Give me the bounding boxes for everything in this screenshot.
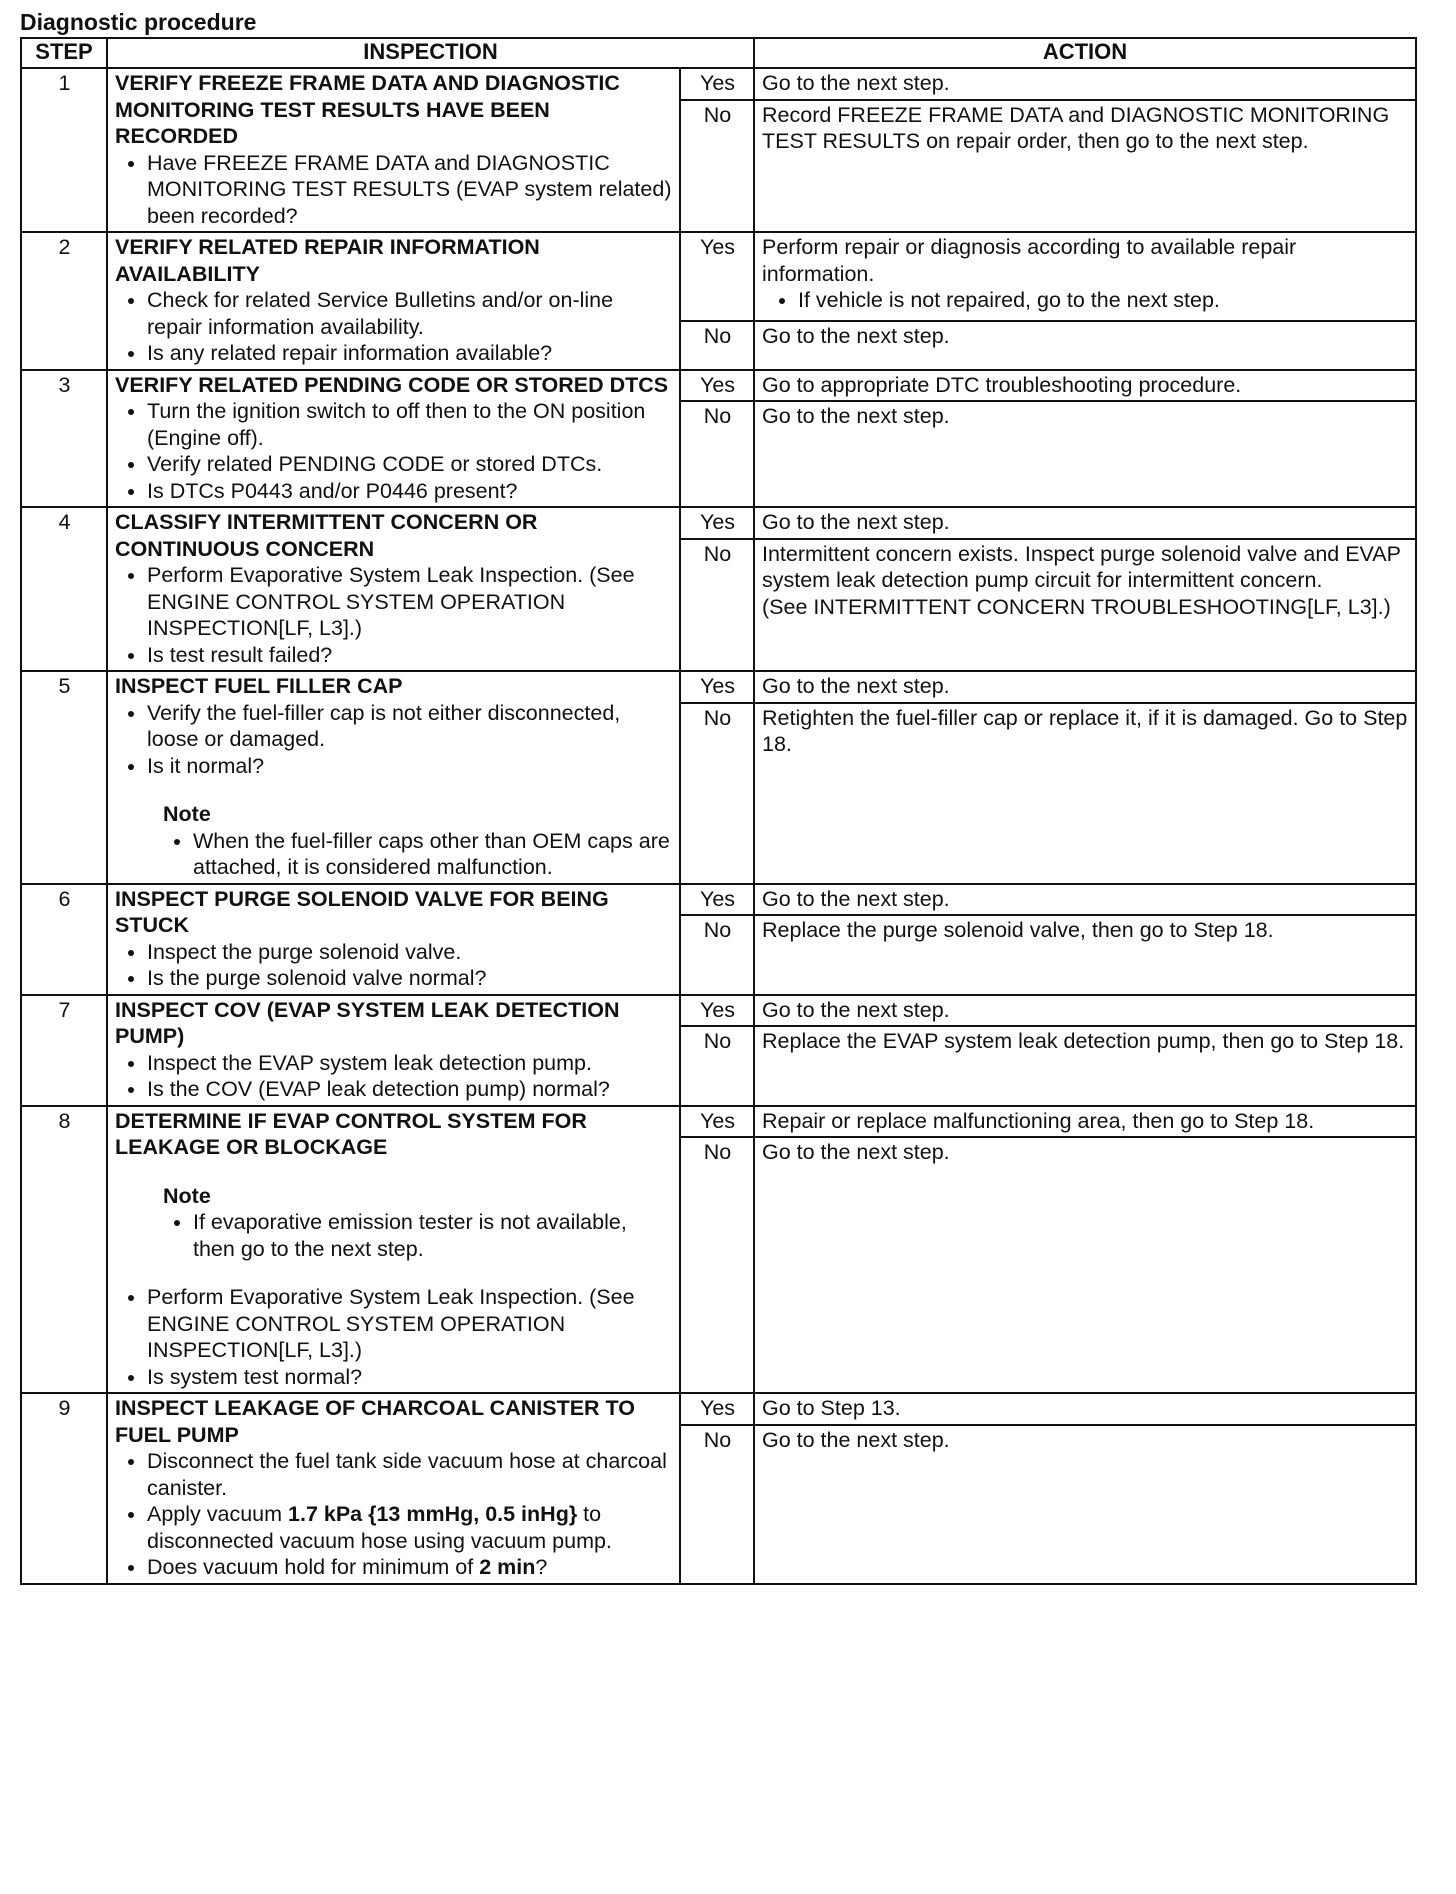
list-item: • Inspect the purge solenoid valve.: [147, 939, 673, 966]
no-action: Record FREEZE FRAME DATA and DIAGNOSTIC MONITORING TEST RESULTS on repair order, then go to the next step.: [754, 100, 1416, 233]
yes-action-bullets: [762, 287, 1409, 314]
step-number: 5: [21, 671, 107, 884]
list-item: • Is the purge solenoid valve normal?: [147, 965, 673, 992]
yes-action: Go to Step 13.: [754, 1393, 1416, 1425]
step-number: 3: [21, 370, 107, 508]
yes-label: Yes: [680, 1106, 754, 1138]
list-item: • If evaporative emission tester is not available, then go to the next step.: [193, 1209, 673, 1262]
inspection-title: INSPECT COV (EVAP SYSTEM LEAK DETECTION PUMP): [115, 997, 620, 1048]
diagnostic-table: [20, 37, 1417, 1585]
step-number: 4: [21, 507, 107, 671]
note-heading: Note: [163, 1183, 211, 1208]
list-item: • When the fuel-filler caps other than OEM caps are attached, it is considered malfunction.: [193, 828, 673, 881]
inspection-bullets: [115, 700, 673, 780]
inspection-cell: [107, 232, 680, 370]
inspection-title: DETERMINE IF EVAP CONTROL SYSTEM FOR LEAKAGE OR BLOCKAGE: [115, 1108, 587, 1159]
list-item: • Perform Evaporative System Leak Inspection. (See ENGINE CONTROL SYSTEM OPERATION INSPECTION[LF, L3].): [147, 1284, 673, 1364]
inspection-bullets: [115, 562, 673, 668]
list-item: • Is it normal?: [147, 753, 673, 780]
yes-action: Go to the next step.: [754, 507, 1416, 539]
yes-label: Yes: [680, 1393, 754, 1425]
note-block: [115, 1183, 673, 1263]
table-row: [21, 1393, 1416, 1425]
yes-action: Go to the next step.: [754, 68, 1416, 100]
yes-action: Go to the next step.: [754, 884, 1416, 916]
list-item: • Is any related repair information available?: [147, 340, 673, 367]
table-header-row: [21, 38, 1416, 68]
yes-action-cell: [754, 232, 1416, 321]
bullet-text: Apply vacuum: [147, 1502, 289, 1526]
step-number: 6: [21, 884, 107, 995]
header-inspection: INSPECTION: [107, 38, 754, 68]
inspection-cell: [107, 68, 680, 232]
yes-label: Yes: [680, 995, 754, 1027]
bullet-text: Does vacuum hold for minimum of: [147, 1555, 480, 1579]
inspection-cell: [107, 1106, 680, 1394]
page-title: Diagnostic procedure: [20, 9, 257, 35]
inspection-cell: [107, 995, 680, 1106]
yes-label: Yes: [680, 370, 754, 402]
list-item: • Is DTCs P0443 and/or P0446 present?: [147, 478, 673, 505]
list-item: • If vehicle is not repaired, go to the next step.: [798, 287, 1409, 314]
list-item: • Turn the ignition switch to off then to the ON position (Engine off).: [147, 398, 673, 451]
list-item: [147, 1554, 673, 1581]
no-label: No: [680, 539, 754, 672]
list-item: [147, 1501, 673, 1554]
table-row: [21, 995, 1416, 1027]
yes-label: Yes: [680, 671, 754, 703]
inspection-title: VERIFY RELATED REPAIR INFORMATION AVAILABILITY: [115, 235, 540, 286]
inspection-bullets: [115, 1050, 673, 1103]
list-item: • Disconnect the fuel tank side vacuum hose at charcoal canister.: [147, 1448, 673, 1501]
list-item: • Have FREEZE FRAME DATA and DIAGNOSTIC MONITORING TEST RESULTS (EVAP system related) been recorded?: [147, 150, 673, 230]
inspection-bullets: [115, 1448, 673, 1581]
inspection-bullets: [115, 287, 673, 367]
step-number: 8: [21, 1106, 107, 1394]
inspection-bullets: [115, 150, 673, 230]
inspection-bullets: [115, 939, 673, 992]
no-action-reference: (See INTERMITTENT CONCERN TROUBLESHOOTING[LF, L3].): [762, 594, 1391, 619]
no-action: Go to the next step.: [754, 321, 1416, 370]
inspection-title: CLASSIFY INTERMITTENT CONCERN OR CONTINUOUS CONCERN: [115, 510, 538, 561]
inspection-cell: [107, 884, 680, 995]
note-block: [115, 801, 673, 881]
bullet-text: ?: [535, 1555, 548, 1579]
list-item: • Verify the fuel-filler cap is not either disconnected, loose or damaged.: [147, 700, 673, 753]
no-label: No: [680, 915, 754, 995]
yes-label: Yes: [680, 507, 754, 539]
no-action: Go to the next step.: [754, 1425, 1416, 1584]
no-action: Replace the EVAP system leak detection pump, then go to Step 18.: [754, 1026, 1416, 1106]
no-label: No: [680, 401, 754, 507]
yes-action: Go to the next step.: [754, 995, 1416, 1027]
step-number: 2: [21, 232, 107, 370]
step-number: 9: [21, 1393, 107, 1584]
list-item: • Is test result failed?: [147, 642, 673, 669]
table-row: [21, 507, 1416, 539]
header-action: ACTION: [754, 38, 1416, 68]
no-action: Intermittent concern exists. Inspect purge solenoid valve and EVAP system leak detection pump circuit for intermittent concern.: [762, 541, 1401, 592]
table-row: [21, 370, 1416, 402]
no-action: Replace the purge solenoid valve, then go to Step 18.: [754, 915, 1416, 995]
list-item: • Inspect the EVAP system leak detection pump.: [147, 1050, 673, 1077]
list-item: • Check for related Service Bulletins and/or on-line repair information availability.: [147, 287, 673, 340]
list-item: • Verify related PENDING CODE or stored DTCs.: [147, 451, 673, 478]
note-bullets: [163, 828, 673, 881]
yes-action: Go to appropriate DTC troubleshooting procedure.: [754, 370, 1416, 402]
step-number: 7: [21, 995, 107, 1106]
inspection-cell: [107, 507, 680, 671]
yes-label: Yes: [680, 68, 754, 100]
no-action: Retighten the fuel-filler cap or replace it, if it is damaged. Go to Step 18.: [754, 703, 1416, 884]
yes-label: Yes: [680, 232, 754, 321]
page: [20, 8, 1415, 1585]
yes-action: Go to the next step.: [754, 671, 1416, 703]
vacuum-spec: 1.7 kPa {13 mmHg, 0.5 inHg}: [288, 1502, 578, 1526]
yes-action: Perform repair or diagnosis according to available repair information.: [762, 235, 1297, 286]
no-action-cell: [754, 539, 1416, 672]
list-item: • Perform Evaporative System Leak Inspection. (See ENGINE CONTROL SYSTEM OPERATION INSPECTION[LF, L3].): [147, 562, 673, 642]
list-item: • Is the COV (EVAP leak detection pump) normal?: [147, 1076, 673, 1103]
table-row: [21, 232, 1416, 321]
inspection-bullets: [115, 398, 673, 504]
no-label: No: [680, 1137, 754, 1393]
table-row: [21, 884, 1416, 916]
yes-action: Repair or replace malfunctioning area, then go to Step 18.: [754, 1106, 1416, 1138]
no-action: Go to the next step.: [754, 401, 1416, 507]
header-step: STEP: [21, 38, 107, 68]
inspection-bullets: [115, 1284, 673, 1390]
inspection-title: INSPECT FUEL FILLER CAP: [115, 674, 403, 698]
duration-spec: 2 min: [479, 1555, 536, 1579]
no-label: No: [680, 100, 754, 233]
no-label: No: [680, 1425, 754, 1584]
inspection-title: VERIFY FREEZE FRAME DATA AND DIAGNOSTIC MONITORING TEST RESULTS HAVE BEEN RECORDED: [115, 71, 620, 148]
no-label: No: [680, 703, 754, 884]
step-number: 1: [21, 68, 107, 232]
table-row: [21, 1106, 1416, 1138]
table-row: [21, 671, 1416, 703]
table-row: [21, 68, 1416, 100]
yes-label: Yes: [680, 884, 754, 916]
inspection-title: VERIFY RELATED PENDING CODE OR STORED DTCS: [115, 372, 669, 397]
inspection-title: INSPECT PURGE SOLENOID VALVE FOR BEING STUCK: [115, 886, 609, 937]
inspection-title: INSPECT LEAKAGE OF CHARCOAL CANISTER TO FUEL PUMP: [115, 1396, 636, 1447]
bullet-text: to disconnected vacuum hose using vacuum pump.: [147, 1502, 612, 1553]
no-action: Go to the next step.: [754, 1137, 1416, 1393]
inspection-cell: [107, 370, 680, 508]
inspection-cell: [107, 1393, 680, 1584]
no-label: No: [680, 321, 754, 370]
inspection-cell: [107, 671, 680, 884]
no-label: No: [680, 1026, 754, 1106]
note-bullets: [163, 1209, 673, 1262]
list-item: • Is system test normal?: [147, 1364, 673, 1391]
note-heading: Note: [163, 802, 211, 826]
